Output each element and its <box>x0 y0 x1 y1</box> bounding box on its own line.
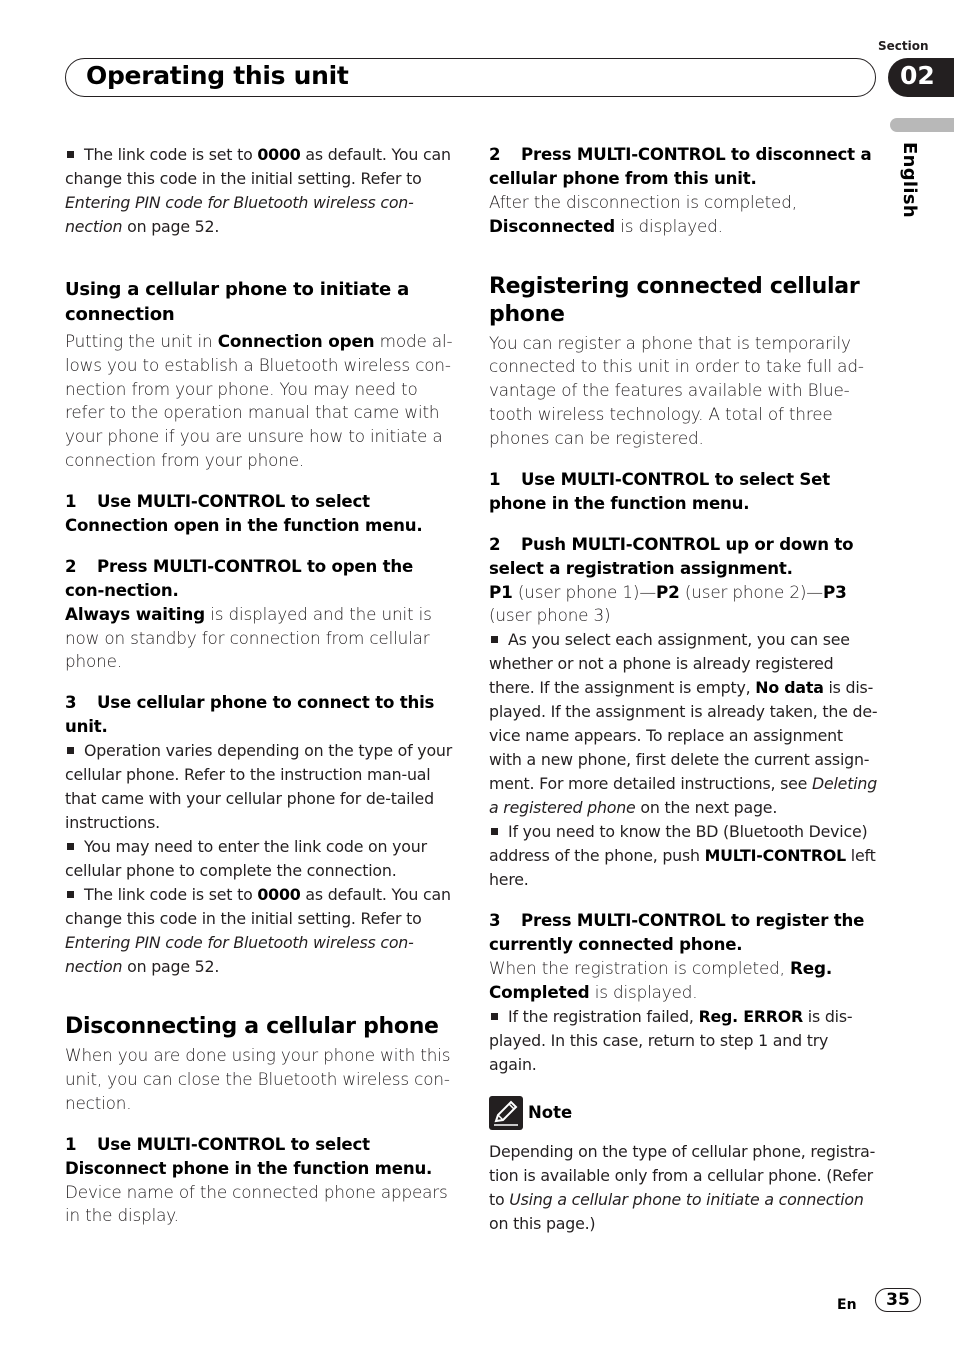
step-3-connect-phone: 3 Use cellular phone to connect to this unit. <box>65 693 435 737</box>
bullet-link-code-default: The link code is set to 0000 as default. You can change this code in the initial setting. Refer to Entering PIN code for Bluetooth wireless con-nection on page 52. <box>65 885 451 977</box>
step-1-connection-open: 1 Use MULTI-CONTROL to select Connection open in the function menu. <box>65 491 423 535</box>
bullet-square-icon <box>67 843 74 850</box>
right-column <box>489 143 879 1236</box>
subheading-using-phone: Using a cellular phone to initiate a connection <box>65 279 410 325</box>
disconnect-step-2: 2 Press MULTI-CONTROL to disconnect a cellular phone from this unit. <box>489 145 872 188</box>
bullet-operation-varies: Operation varies depending on the type of your cellular phone. Refer to the instruction man-ual that came with your cellular phone for de-tailed instructions. <box>65 741 453 833</box>
disconnect-step-2-body: After the disconnection is completed, Disconnected is displayed. <box>489 192 797 236</box>
paragraph-using-phone: Putting the unit in Connection open mode al-lows you to establish a Bluetooth wireless con-nection from your phone. You may need to refer to the operation manual that came with your phone if you are unsure how to initiate a connection from your phone. <box>65 331 453 470</box>
bullet-bd-address: If you need to know the BD (Bluetooth Device) address of the phone, push MULTI-CONTROL left here. <box>489 822 876 890</box>
note-header <box>489 1096 879 1130</box>
register-step-2-body: P1 (user phone 1)—P2 (user phone 2)—P3 (user phone 3) <box>489 581 847 626</box>
left-column <box>65 143 455 1228</box>
note-label: Note <box>528 1103 573 1123</box>
note-body: Depending on the type of cellular phone, registra-tion is available only from a cellular phone. (Refer to Using a cellular phone to initiate a connection on this page.) <box>489 1141 876 1233</box>
disconnect-step-1-body: Device name of the connected phone appears in the display. <box>65 1181 448 1226</box>
register-step-1: 1 Use MULTI-CONTROL to select Set phone in the function menu. <box>489 469 830 513</box>
bullet-select-assignment: As you select each assignment, you can see whether or not a phone is already registered there. If the assignment is empty, No data is dis-played. If the assignment is already taken, the de-vice name appears. To replace an assignment with a new phone, first delete the current assign-ment. For more detailed instructions, see Deleting a registered phone on the next page. <box>489 630 878 818</box>
bullet-square-icon <box>491 828 498 835</box>
bullet-square-icon <box>491 636 498 643</box>
bullet-square-icon <box>67 151 74 158</box>
step-2-body: Always waiting is displayed and the unit is now on standby for connection from cellular phone. <box>65 603 432 672</box>
section-number-badge <box>888 58 954 97</box>
heading-disconnecting: Disconnecting a cellular phone <box>65 1014 439 1040</box>
bullet-enter-link-code: You may need to enter the link code on your cellular phone to complete the connection. <box>65 837 427 881</box>
paragraph-disconnecting: When you are done using your phone with this unit, you can close the Bluetooth wireless con-nection. <box>65 1045 451 1113</box>
language-tab <box>890 118 954 132</box>
register-step-3-body: When the registration is completed, Reg. Completed is displayed. <box>489 958 833 1002</box>
language-label: English <box>899 142 920 218</box>
footer-language-code: En <box>837 1297 857 1313</box>
page-number: 35 <box>875 1288 921 1312</box>
heading-registering: Registering connected cellular phone <box>489 273 860 327</box>
bullet-registration-failed: If the registration failed, Reg. ERROR is dis-played. In this case, return to step 1 and try again. <box>489 1006 853 1074</box>
section-number: 02 <box>900 61 935 90</box>
register-step-2: 2 Push MULTI-CONTROL up or down to select a registration assignment. <box>489 534 854 578</box>
bullet-square-icon <box>67 891 74 898</box>
register-step-3: 3 Press MULTI-CONTROL to register the currently connected phone. <box>489 911 865 955</box>
step-2-open-connection: 2 Press MULTI-CONTROL to open the con-nection. <box>65 556 414 600</box>
disconnect-step-1: 1 Use MULTI-CONTROL to select Disconnect phone in the function menu. <box>65 1134 433 1178</box>
note-pencil-icon <box>489 1096 523 1130</box>
bullet-square-icon <box>491 1013 498 1020</box>
page-title: Operating this unit <box>86 61 349 90</box>
bullet-square-icon <box>67 747 74 754</box>
paragraph-registering: You can register a phone that is temporarily connected to this unit in order to take full ad-vantage of the features available with Blue-tooth wireless technology. A total of three phones can be registered. <box>489 332 864 448</box>
section-label: Section <box>878 39 929 53</box>
page-title-bar <box>65 58 876 97</box>
bullet-link-code: The link code is set to 0000 as default. You can change this code in the initial setting. Refer to Entering PIN code for Bluetooth wireless con-nection on page 52. <box>65 145 451 236</box>
